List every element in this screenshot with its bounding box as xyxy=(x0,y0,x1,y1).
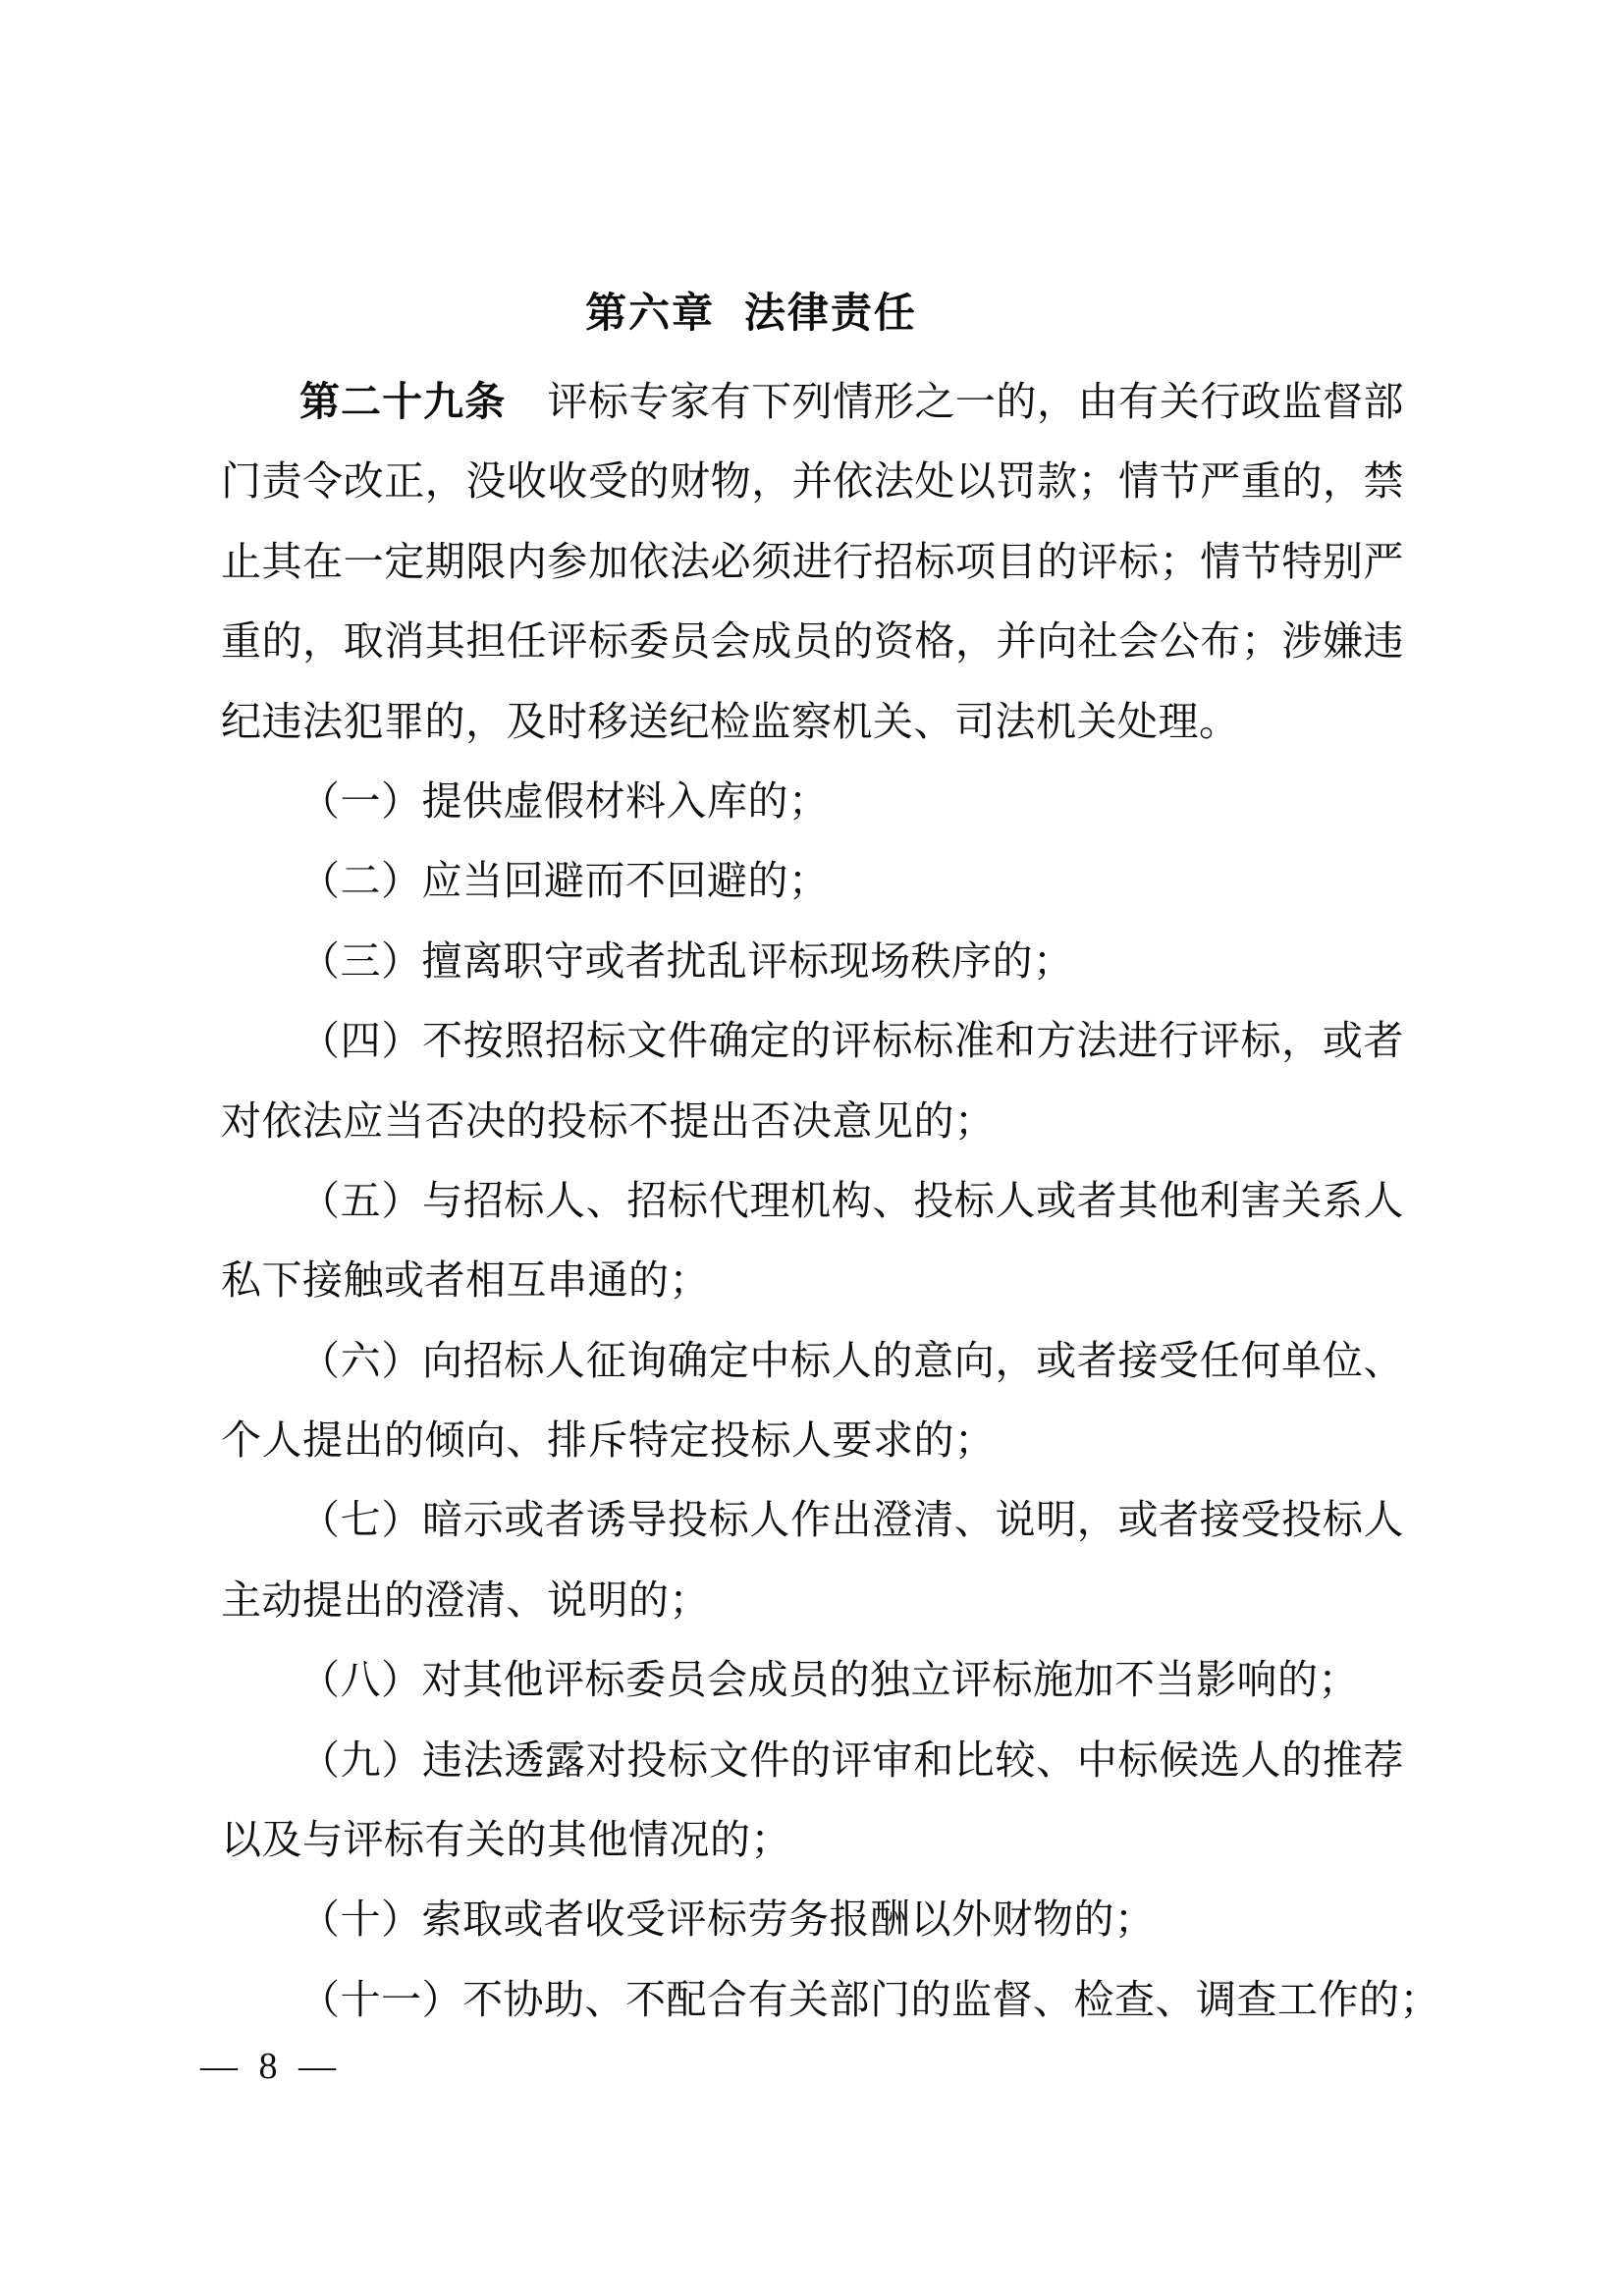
text-line: 重的，取消其担任评标委员会成员的资格，并向社会公布；涉嫌违 xyxy=(221,618,1404,665)
list-item-6: （六）向招标人征询确定中标人的意向，或者接受任何单位、 xyxy=(299,1337,1404,1383)
list-item-1: （一）提供虚假材料入库的； xyxy=(299,777,830,824)
article-intro-text: 评标专家有下列情形之一的，由有关行政监督部 xyxy=(547,379,1405,424)
list-item-10: （十）索取或者收受评标劳务报酬以外财物的； xyxy=(299,1896,1156,1943)
text-line: 对依法应当否决的投标不提出否决意见的； xyxy=(221,1097,996,1144)
article-number: 第二十九条 xyxy=(299,379,507,424)
list-item-7: （七）暗示或者诱导投标人作出澄清、说明，或者接受投标人 xyxy=(299,1497,1404,1543)
list-item-9: （九）违法透露对投标文件的评审和比较、中标候选人的推荐 xyxy=(299,1736,1404,1783)
list-item-8: （八）对其他评标委员会成员的独立评标施加不当影响的； xyxy=(299,1657,1359,1703)
list-item-3: （三）擅离职守或者扰乱评标现场秩序的； xyxy=(299,937,1074,984)
list-item-11: （十一）不协助、不配合有关部门的监督、检查、调查工作的； xyxy=(299,1976,1440,2022)
article-body xyxy=(221,362,1440,2040)
text-line: 门责令改正，没收收受的财物，并依法处以罚款；情节严重的，禁 xyxy=(221,458,1404,505)
text-line: 纪违法犯罪的，及时移送纪检监察机关、司法机关处理。 xyxy=(221,698,1240,744)
page-number: — 8 — xyxy=(200,2046,339,2087)
list-item-5: （五）与招标人、招标代理机构、投标人或者其他利害关系人 xyxy=(299,1177,1404,1223)
list-item-4: （四）不按照招标文件确定的评标标准和方法进行评标，或者 xyxy=(299,1018,1404,1064)
chapter-title: 第六章 法律责任 xyxy=(585,290,917,336)
text-line: 以及与评标有关的其他情况的； xyxy=(221,1817,791,1863)
text-line xyxy=(221,362,1404,442)
text-line: 止其在一定期限内参加依法必须进行招标项目的评标；情节特别严 xyxy=(221,538,1404,584)
text-line: 主动提出的澄清、说明的； xyxy=(221,1576,710,1623)
list-item-2: （二）应当回避而不回避的； xyxy=(299,858,830,904)
text-line: 私下接触或者相互串通的； xyxy=(221,1257,710,1304)
text-line: 个人提出的倾向、排斥特定投标人要求的； xyxy=(221,1417,996,1464)
